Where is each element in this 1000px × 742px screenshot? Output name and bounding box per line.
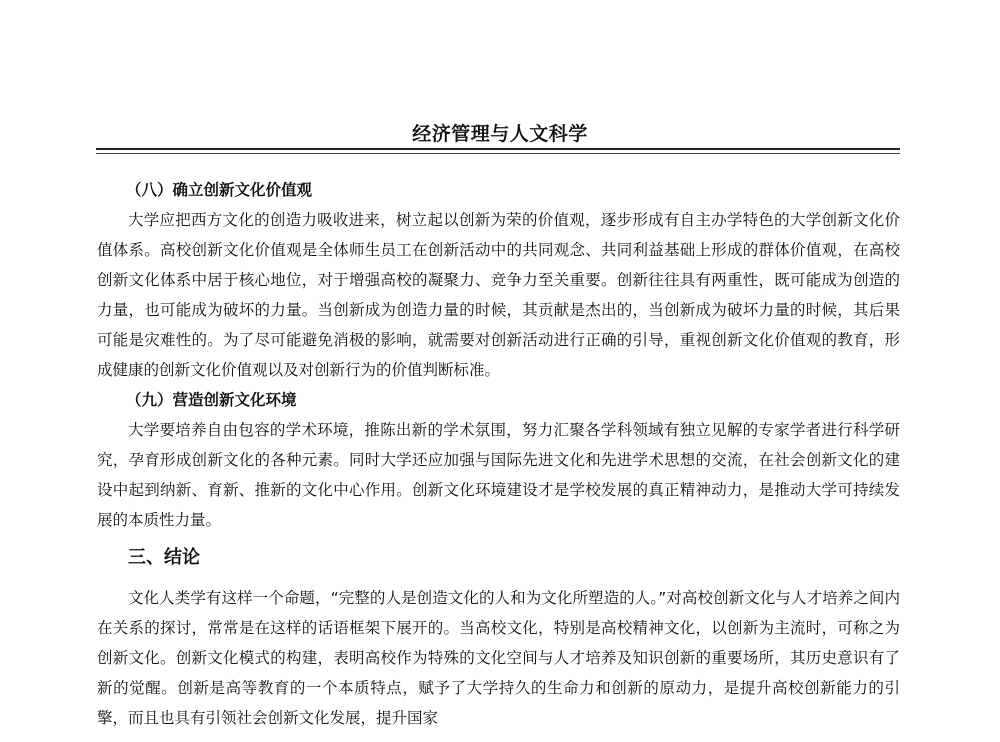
subheading-values: （八）确立创新文化价值观 — [126, 181, 313, 199]
subheading-environment: （九）营造创新文化环境 — [126, 391, 297, 409]
paragraph-conclusion: 文化人类学有这样一个命题，“完整的人是创造文化的人和为文化所塑造的人。”对高校创新文化与人才培养之间内在关系的探讨，常常是在这样的话语框架下展开的。当高校文化，特别是高校精神文化，以创新为主流时，可称之为创新文化。创新文化模式的构建，表明高校作为特殊的文化空间与人才培养及知识创新的重要场所，其历史意识有了新的觉醒。创新是高等教育的一个本质特点，赋予了大学持久的生命力和创新的原动力，是提升高校创新能力的引擎，而且也具有引领社会创新文化发展，提升国家 — [97, 589, 900, 727]
header-rule-thick — [96, 148, 900, 150]
conclusion-heading: 三、结论 — [128, 547, 200, 568]
paragraph-environment: 大学要培养自由包容的学术环境，推陈出新的学术氛围，努力汇聚各学科领域有独立见解的专家学者进行科学研究，孕育形成创新文化的各种元素。同时大学还应加强与国际先进文化和先进学术思想的交流，在社会创新文化的建设中起到纳新、育新、推新的文化中心作用。创新文化环境建设才是学校发展的真正精神动力，是推动大学可持续发展的本质性力量。 — [97, 421, 900, 529]
paragraph-values: 大学应把西方文化的创造力吸收进来，树立起以创新为荣的价值观，逐步形成有自主办学特色的大学创新文化价值体系。高校创新文化价值观是全体师生员工在创新活动中的共同观念、共同利益基础上形成的群体价值观，在高校创新文化体系中居于核心地位，对于增强高校的凝聚力、竞争力至关重要。创新往往具有两重性，既可能成为创造的力量，也可能成为破坏的力量。当创新成为创造力量的时候，其贡献是杰出的，当创新成为破坏力量的时候，其后果可能是灾难性的。为了尽可能避免消极的影响，就需要对创新活动进行正确的引导，重视创新文化价值观的教育，形成健康的创新文化价值观以及对创新行为的价值判断标准。 — [97, 211, 900, 379]
body-content — [97, 175, 900, 733]
header-rule-thin — [96, 153, 900, 154]
running-header: 经济管理与人文科学 — [412, 123, 588, 145]
